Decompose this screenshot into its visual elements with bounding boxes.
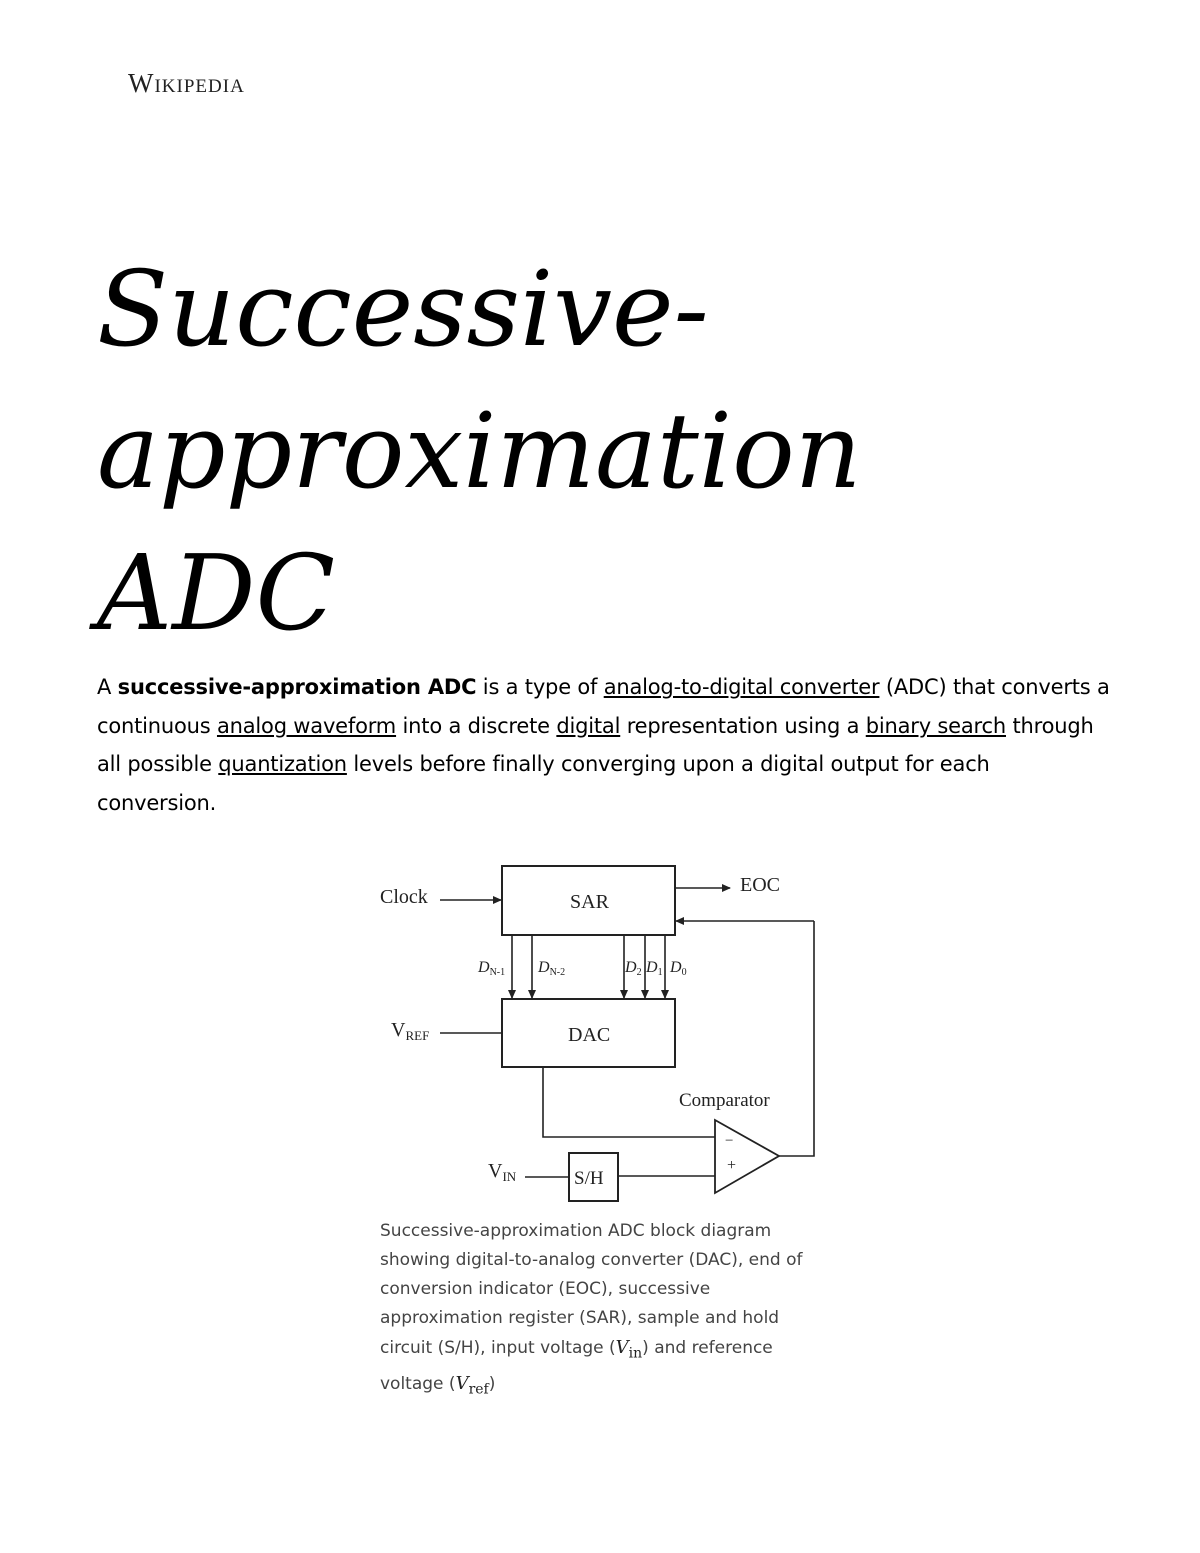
page-title: Successive-approximation ADC bbox=[97, 248, 862, 654]
link-digital[interactable]: digital bbox=[556, 713, 621, 738]
link-analog-waveform[interactable]: analog waveform bbox=[216, 713, 397, 738]
sh-label: S/H bbox=[574, 1168, 604, 1189]
vref-label: $V_{REF}$ bbox=[391, 1019, 430, 1043]
caption-text: ) bbox=[488, 1373, 496, 1394]
vref-math: $V_{ref}$ bbox=[455, 1372, 489, 1398]
lead-text: into a discrete bbox=[396, 713, 557, 738]
lead-text: A bbox=[97, 675, 118, 699]
bit-label-dn2: DN-2 bbox=[538, 959, 566, 978]
clock-label: Clock bbox=[380, 886, 428, 908]
caption-text: Successive-approximation ADC block diagram showing digital-to-analog converter (DAC), end of conversion indicator (EOC), successive approximation register (SAR), sample and hold circuit (S/H), input voltage ( bbox=[380, 1221, 803, 1358]
lead-text: representation using a bbox=[620, 713, 866, 738]
vin-label: $V_{IN}$ bbox=[488, 1160, 517, 1184]
comparator-triangle bbox=[715, 1120, 779, 1193]
sar-adc-block-diagram bbox=[370, 855, 830, 1210]
comparator-label: Comparator bbox=[679, 1090, 770, 1111]
lead-text: (ADC) that converts a continuous bbox=[97, 675, 1110, 738]
vin-math: $V_{in}$ bbox=[615, 1337, 643, 1362]
caption-text: ) and reference voltage ( bbox=[380, 1338, 773, 1394]
block-diagram-figure[interactable] bbox=[370, 855, 830, 1210]
link-quantization[interactable]: quantization bbox=[218, 752, 347, 776]
link-analog-to-digital-converter[interactable]: analog-to-digital converter bbox=[603, 675, 880, 699]
lead-text: levels before finally converging upon a digital output for each conversion. bbox=[97, 752, 990, 815]
comparator-plus: + bbox=[727, 1157, 737, 1174]
lead-paragraph bbox=[97, 668, 1112, 822]
wikipedia-wordmark[interactable]: Wikipedia bbox=[128, 68, 245, 98]
eoc-label: EOC bbox=[740, 874, 780, 896]
comparator-minus: − bbox=[725, 1133, 734, 1149]
bit-label-d1: D1 bbox=[646, 959, 663, 978]
bold-term: successive-approximation ADC bbox=[117, 675, 477, 699]
sar-label: SAR bbox=[570, 891, 609, 913]
figure-caption bbox=[380, 1217, 820, 1404]
lead-text: through all possible bbox=[97, 713, 1094, 776]
link-binary-search[interactable]: binary search bbox=[865, 713, 1006, 738]
bit-label-dn1: DN-1 bbox=[478, 959, 506, 978]
bit-label-d2: D2 bbox=[625, 959, 642, 978]
lead-text: is a type of bbox=[476, 675, 604, 699]
dac-label: DAC bbox=[568, 1024, 611, 1046]
bit-label-d0: D0 bbox=[670, 959, 687, 978]
